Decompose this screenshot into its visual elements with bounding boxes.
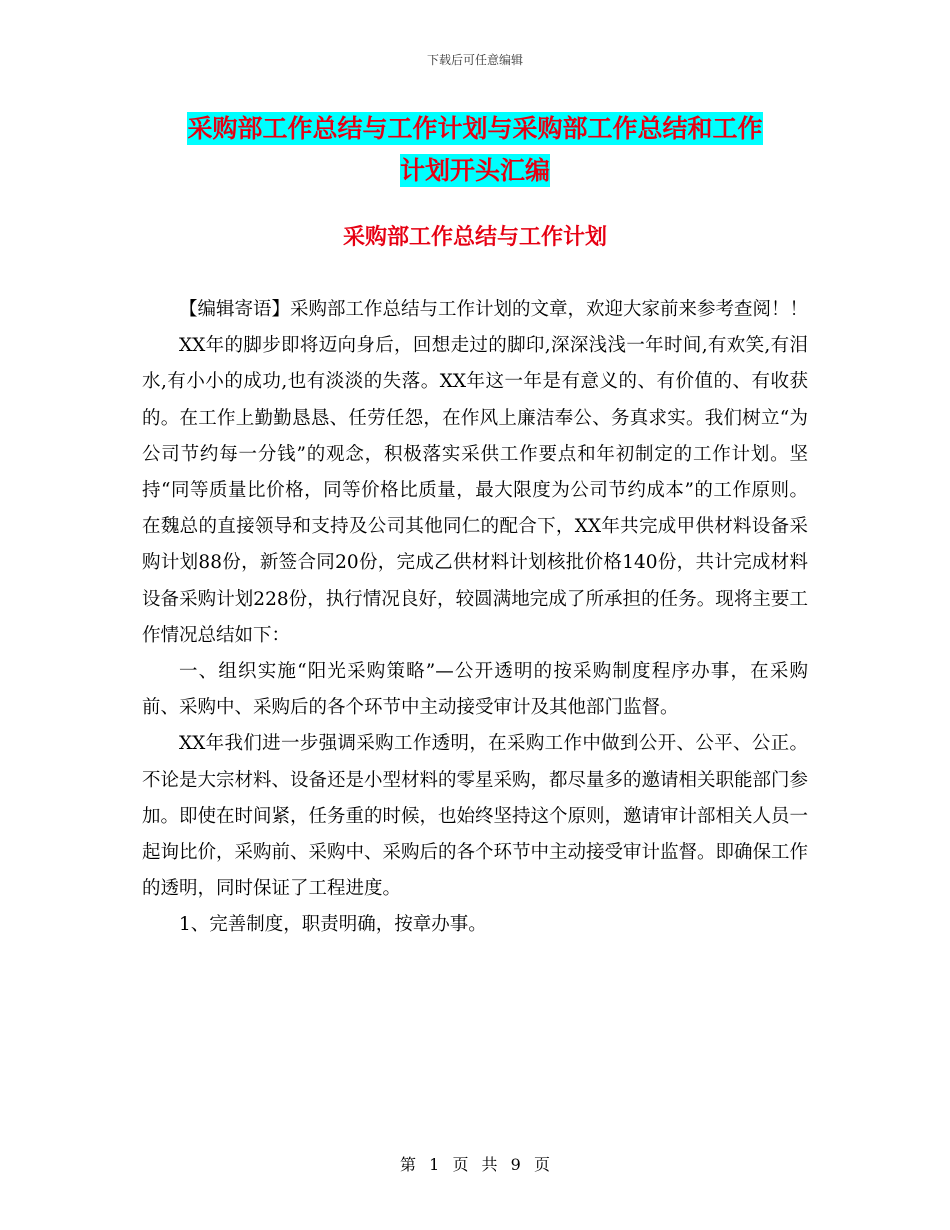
paragraph-editor-note: 【编辑寄语】采购部工作总结与工作计划的文章，欢迎大家前来参考查阅！！ <box>179 299 809 320</box>
document-title-line2: 计划开头汇编 <box>399 156 550 185</box>
document-title <box>140 108 810 192</box>
footer-page-word: 页 <box>452 1155 469 1174</box>
section-title: 采购部工作总结与工作计划 <box>342 225 607 250</box>
paragraph-transparency: XX年我们进一步强调采购工作透明，在采购工作中做到公开、公平、公正。不论是大宗材料、设备还是小型材料的零星采购，都尽量多的邀请相关职能部门参加。即使在时间紧，任务重的时候，也始终坚持这个原则，邀请审计部相关人员一起询比价，采购前、采购中、采购后的各个环节中主动接受审计监督。即确保工作的透明，同时保证了工程进度。 <box>142 733 809 900</box>
document-body <box>142 292 808 944</box>
page-header-note: 下载后可任意编辑 <box>426 53 523 67</box>
footer-suffix: 页 <box>533 1155 550 1174</box>
footer-current-page: 1 <box>429 1155 440 1174</box>
paragraph-intro: XX年的脚步即将迈向身后，回想走过的脚印,深深浅浅一年时间,有欢笑,有泪水,有小小的成功,也有淡淡的失落。XX年这一年是有意义的、有价值的、有收获的。在工作上勤勤恳恳、任劳任怨，在作风上廉洁奉公、务真求实。我们树立“为公司节约每一分钱”的观念，积极落实采供工作要点和年初制定的工作计划。坚持“同等质量比价格，同等价格比质量，最大限度为公司节约成本”的工作原则。在魏总的直接领导和支持及公司其他同仁的配合下，XX年共完成甲供材料设备采购计划88份，新签合同20份，完成乙供材料计划核批价格140份，共计完成材料设备采购计划228份，执行情况良好，较圆满地完成了所承担的任务。现将主要工作情况总结如下： <box>142 335 808 646</box>
page-number-footer <box>0 1155 950 1175</box>
footer-total-pages: 9 <box>510 1155 521 1174</box>
paragraph-section-one: 一、组织实施“阳光采购策略”—公开透明的按采购制度程序办事，在采购前、采购中、采购后的各个环节中主动接受审计及其他部门监督。 <box>142 661 808 719</box>
footer-total-word: 共 <box>481 1155 498 1174</box>
paragraph-item-one: 1、完善制度，职责明确，按章办事。 <box>179 914 487 936</box>
document-title-line1: 采购部工作总结与工作计划与采购部工作总结和工作 <box>187 114 763 143</box>
footer-prefix: 第 <box>400 1155 417 1174</box>
